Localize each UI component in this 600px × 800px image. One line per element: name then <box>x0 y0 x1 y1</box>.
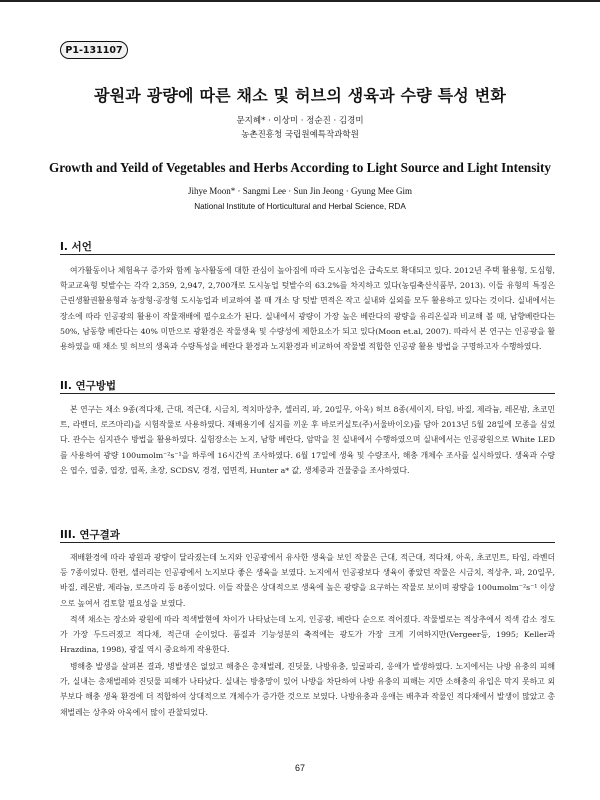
section-rule <box>60 393 555 394</box>
paper-code-badge: P1-131107 <box>60 41 128 59</box>
top-border <box>0 0 600 2</box>
section-heading-introduction: I. 서언 <box>60 241 92 253</box>
title-english: Growth and Yeild of Vegetables and Herbs According to Light Source and Light Intensity <box>48 160 552 175</box>
results-paragraph-2: 적색 채소는 장소와 광원에 따라 적색발현에 차이가 나타났는데 노지, 인공광, 베란다 순으로 적어졌다. 작물별로는 적상추에서 적색 감소 정도가 가장 두드러졌고 적다채, 적근대 순이었다. 품질과 기능성분의 축적에는 광도가 가장 크게 기여하지만(Vergeer등, 1995; Keller과 Hrazdina, 1998), 광질 역시 중요하게 작용한다. <box>60 615 555 655</box>
affiliation-korean: 농촌진흥청 국립원예특작과학원 <box>241 130 359 140</box>
affiliation-english: National Institute of Horticultural and Herbal Science, RDA <box>194 202 406 211</box>
title-korean: 광원과 광량에 따른 채소 및 허브의 생육과 수량 특성 변화 <box>93 86 507 105</box>
section-heading-results: III. 연구결과 <box>60 529 120 541</box>
authors-english: Jihye Moon* · Sangmi Lee · Sun Jin Jeong · Gyung Mee Gim <box>188 186 412 196</box>
section-rule <box>60 254 555 255</box>
intro-paragraph: 여가활동이나 체험욕구 증가와 함께 농사활동에 대한 관심이 높아짐에 따라 도시농업은 급속도로 확대되고 있다. 2012년 주택 활용형, 도심형, 학교교육형 텃밭수는 각각 2,359, 2,947, 2,700개로 도시농업 텃밭수의 63.2%를 차지하고 있다(농림축산식품부, 2013). 이들 유형의 특징은 근린생활권활용형과 농장형·공장형 도시농업과 비교하여 볼 때 개소 당 텃밭 면적은 작고 실내와 실외를 모두 활용하고 있다는 것이다. 실내에서는 장소에 따라 인공광의 활용이 작물재배에 필수요소가 된다. 실내에서 광량이 가장 높은 베란다의 광량을 유리온실과 비교해 볼 때, 남향베란다는 50%, 남동향 베란다는 40% 미만으로 광환경은 작물생육 및 수량성에 제한요소가 되고 있다(Moon et.al, 2007). 따라서 본 연구는 인공광을 활용하였을 때 채소 및 허브의 생육과 수량특성을 베란다 환경과 노지환경과 비교하여 작물별 적합한 인공광 활용 방법을 구명하고자 수행하였다. <box>60 266 555 352</box>
section-rule <box>60 542 555 543</box>
methods-paragraph: 본 연구는 채소 9종(적다채, 근대, 적근대, 시금치, 적치마상추, 셀러리, 파, 20일무, 아욱) 허브 8종(세이지, 타임, 바질, 제라늄, 레몬밤, 초코민트, 라벤더, 로즈마리)을 시험작물로 사용하였다. 재배용기에 심지를 끼운 후 바로커실토(주)서울바이오)를 담아 2013년 5월 28일에 모종을 심었다. 관수는 심지관수 방법을 활용하였다. 실험장소는 노지, 남향 베란다, 암막을 친 실내에서 수행하였으며 실내에서는 인공광원으로 White LED를 사용하여 광량 100umolm⁻²s⁻¹을 하루에 16시간씩 조사하였다. 6월 17일에 생육 및 수량조사, 해충 개체수 조사를 실시하였다. 생육과 수량은 엽수, 엽중, 엽장, 엽폭, 초장, SCDSV, 경경, 엽면적, Hunter a* 값, 생체중과 건물중을 조사하였다. <box>60 405 555 475</box>
results-paragraph-3: 병해충 발생을 살펴본 결과, 병발생은 없었고 해충은 총채벌레, 진딧물, 나방유충, 잎굴파리, 응애가 발생하였다. 노지에서는 나방 유충의 피해가, 실내는 총채벌레와 진딧물 피해가 나타났다. 실내는 방충망이 있어 나방을 차단하여 나방 유충의 피해는 지만 소해충의 유입은 막지 못하고 외부보다 해충 생육 환경에 더 적합하여 상대적으로 개체수가 증가한 것으로 보였다. 나방유충과 응애는 배추과 작물인 적다채에서 발생이 많았고 총채벌레는 상추와 아욱에서 많이 관찰되었다. <box>60 662 555 717</box>
authors-korean: 문지혜* · 이상미 · 정순진 · 김경미 <box>236 116 364 126</box>
page-number: 67 <box>294 763 305 773</box>
section-heading-methods: II. 연구방법 <box>60 380 117 392</box>
results-paragraph-1: 재배환경에 따라 광원과 광량이 달라졌는데 노지와 인공광에서 유사한 생육을 보인 작물은 근대, 적근대, 적다채, 아욱, 초코민트, 타임, 라벤더 등 7종이었다. 한편, 셀러리는 인공광에서 노지보다 좋은 생육을 보였다. 노지에서 인공광보다 생육이 좋았던 작물은 시금치, 적상추, 파, 20일무, 바질, 레몬밤, 제라늄, 로즈마리 등 8종이었다. 이들 작물은 상대적으로 생육에 높은 광량을 요구하는 작물로 보이며 광량을 100umolm⁻²s⁻¹ 이상으로 높여서 검토할 필요성을 보였다. <box>60 553 555 608</box>
